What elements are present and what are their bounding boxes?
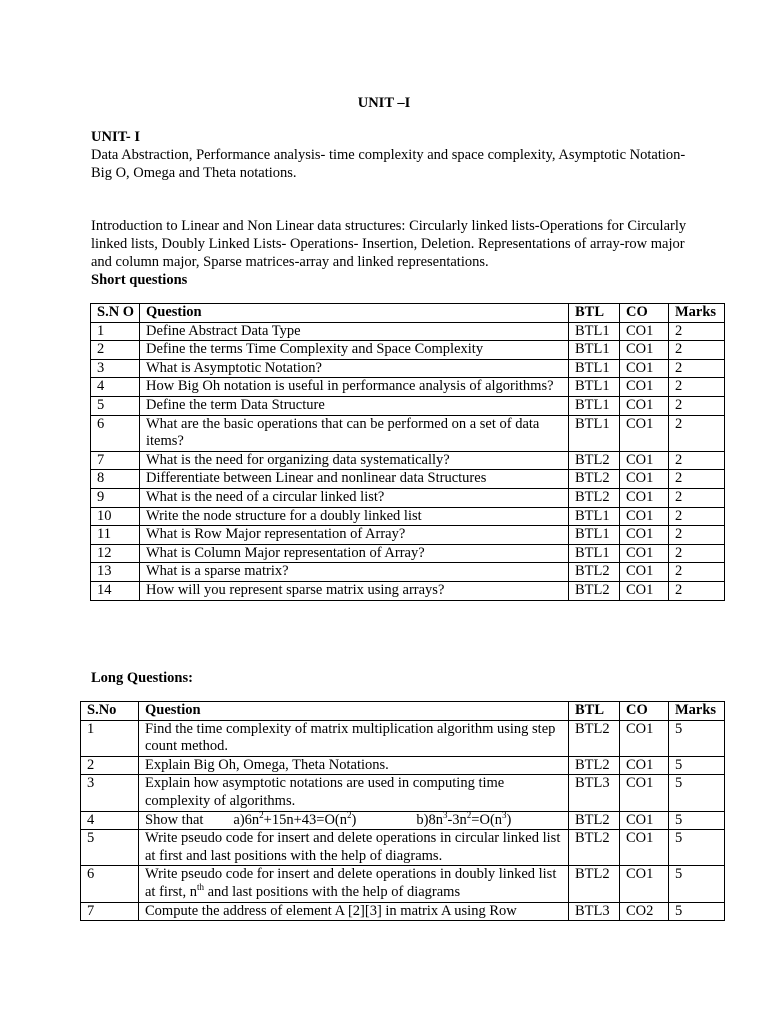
cell-marks: 2 (669, 451, 725, 470)
cell-question: What is Row Major representation of Array? (140, 526, 569, 545)
cell-sno: 1 (81, 720, 139, 756)
cell-question: What are the basic operations that can be performed on a set of data items? (140, 415, 569, 451)
cell-btl: BTL2 (569, 451, 620, 470)
cell-marks: 2 (669, 581, 725, 600)
cell-btl: BTL1 (569, 378, 620, 397)
cell-co: CO1 (620, 544, 669, 563)
cell-btl: BTL2 (569, 811, 620, 830)
part-b-text: 8n (428, 811, 443, 828)
cell-marks: 5 (669, 866, 725, 902)
cell-co: CO1 (620, 581, 669, 600)
table-header-row (81, 702, 725, 721)
part-b-label: b) (416, 811, 429, 828)
header-btl: BTL (569, 304, 620, 323)
header-btl: BTL (569, 702, 620, 721)
cell-co: CO1 (620, 507, 669, 526)
cell-co: CO1 (620, 378, 669, 397)
superscript: 2 (347, 809, 352, 820)
cell-co: CO1 (620, 526, 669, 545)
cell-btl: BTL2 (569, 830, 620, 866)
cell-marks: 5 (669, 756, 725, 775)
cell-sno: 4 (91, 378, 140, 397)
cell-sno: 5 (81, 830, 139, 866)
question-text: and last positions with the help of diagrams (203, 883, 461, 900)
cell-question (139, 866, 569, 902)
cell-co: CO2 (620, 902, 669, 921)
syllabus-paragraph-2: Introduction to Linear and Non Linear data structures: Circularly linked lists-Operations for Circularly linked lists, Doubly Linked Lists- Operations- Insertion, Deletion. Representations of array-row major and column major, Sparse matrices-array and linked representations. (91, 218, 687, 270)
cell-question: Define the term Data Structure (140, 396, 569, 415)
question-text: Write pseudo code for insert and delete operations in doubly linked list at first, n (145, 866, 557, 900)
cell-co: CO1 (620, 488, 669, 507)
table-header-row (91, 304, 725, 323)
table-row (81, 902, 725, 921)
header-marks: Marks (669, 304, 725, 323)
cell-marks: 2 (669, 341, 725, 360)
unit-heading: UNIT- I (91, 129, 141, 145)
question-prefix: Show that (145, 811, 204, 828)
cell-marks: 5 (669, 811, 725, 830)
cell-question: Write the node structure for a doubly linked list (140, 507, 569, 526)
long-questions-heading: Long Questions: (91, 670, 193, 686)
header-question: Question (140, 304, 569, 323)
cell-co: CO1 (620, 756, 669, 775)
cell-marks: 5 (669, 775, 725, 811)
superscript: 3 (442, 809, 448, 820)
cell-question: What is a sparse matrix? (140, 563, 569, 582)
cell-btl: BTL2 (569, 563, 620, 582)
cell-question: Compute the address of element A [2][3] in matrix A using Row (139, 902, 569, 921)
cell-btl: BTL2 (569, 470, 620, 489)
cell-sno: 6 (91, 415, 140, 451)
cell-btl: BTL1 (569, 359, 620, 378)
cell-co: CO1 (620, 396, 669, 415)
cell-btl: BTL2 (569, 866, 620, 902)
cell-marks: 2 (669, 563, 725, 582)
cell-marks: 5 (669, 902, 725, 921)
cell-sno: 14 (91, 581, 140, 600)
cell-marks: 5 (669, 720, 725, 756)
cell-sno: 2 (91, 341, 140, 360)
cell-marks: 2 (669, 544, 725, 563)
cell-co: CO1 (620, 415, 669, 451)
header-co: CO (620, 304, 669, 323)
cell-question: How Big Oh notation is useful in performance analysis of algorithms? (140, 378, 569, 397)
part-b-text: =O(n (471, 811, 503, 828)
table-row (91, 507, 725, 526)
superscript: th (196, 882, 204, 893)
cell-btl: BTL1 (569, 526, 620, 545)
part-a-text: 6n (244, 811, 260, 828)
part-a-label: a) (233, 811, 245, 828)
table-row (81, 866, 725, 902)
header-marks: Marks (669, 702, 725, 721)
cell-sno: 8 (91, 470, 140, 489)
part-b-text: ) (506, 811, 512, 828)
cell-question: Define the terms Time Complexity and Space Complexity (140, 341, 569, 360)
table-row (91, 488, 725, 507)
cell-co: CO1 (620, 811, 669, 830)
cell-question: What is the need of a circular linked list? (140, 488, 569, 507)
header-sno: S.No (81, 702, 139, 721)
table-row (91, 415, 725, 451)
cell-sno: 2 (81, 756, 139, 775)
part-a-text: +15n+43=O(n (263, 811, 348, 828)
cell-btl: BTL2 (569, 581, 620, 600)
table-row (91, 378, 725, 397)
cell-sno: 7 (91, 451, 140, 470)
superscript: 3 (502, 809, 507, 820)
cell-btl: BTL2 (569, 488, 620, 507)
cell-sno: 3 (81, 775, 139, 811)
table-row (91, 322, 725, 341)
cell-question: Find the time complexity of matrix multiplication algorithm using step count method. (139, 720, 569, 756)
header-question: Question (139, 702, 569, 721)
cell-sno: 9 (91, 488, 140, 507)
table-row (81, 811, 725, 830)
cell-sno: 7 (81, 902, 139, 921)
cell-question: Write pseudo code for insert and delete operations in circular linked list at first and last positions with the help of diagrams. (139, 830, 569, 866)
cell-marks: 2 (669, 322, 725, 341)
part-b-text: -3n (447, 811, 467, 828)
table-row (81, 775, 725, 811)
table-row (91, 563, 725, 582)
table-row (91, 359, 725, 378)
header-co: CO (620, 702, 669, 721)
page-title: UNIT –I (357, 95, 411, 111)
cell-co: CO1 (620, 775, 669, 811)
cell-marks: 2 (669, 396, 725, 415)
table-row (81, 720, 725, 756)
cell-co: CO1 (620, 470, 669, 489)
cell-btl: BTL2 (569, 756, 620, 775)
cell-question: Differentiate between Linear and nonlinear data Structures (140, 470, 569, 489)
cell-co: CO1 (620, 563, 669, 582)
cell-sno: 3 (91, 359, 140, 378)
cell-btl: BTL3 (569, 902, 620, 921)
cell-btl: BTL1 (569, 322, 620, 341)
table-row (81, 830, 725, 866)
table-row (91, 341, 725, 360)
cell-question: What is the need for organizing data systematically? (140, 451, 569, 470)
part-a-text: ) (351, 811, 357, 828)
cell-question: How will you represent sparse matrix using arrays? (140, 581, 569, 600)
header-sno: S.N O (91, 304, 140, 323)
superscript: 2 (466, 809, 472, 820)
short-questions-heading: Short questions (91, 272, 188, 288)
cell-co: CO1 (620, 451, 669, 470)
cell-co: CO1 (620, 830, 669, 866)
cell-question: What is Column Major representation of Array? (140, 544, 569, 563)
cell-co: CO1 (620, 341, 669, 360)
cell-sno: 4 (81, 811, 139, 830)
cell-co: CO1 (620, 322, 669, 341)
cell-marks: 2 (669, 359, 725, 378)
short-questions-table (90, 303, 725, 601)
syllabus-paragraph-1: Data Abstraction, Performance analysis- time complexity and space complexity, Asymptotic Notation-Big O, Omega and Theta notations. (91, 147, 686, 181)
table-row (91, 581, 725, 600)
cell-btl: BTL1 (569, 544, 620, 563)
cell-marks: 2 (669, 526, 725, 545)
table-row (91, 526, 725, 545)
cell-marks: 2 (669, 470, 725, 489)
cell-sno: 13 (91, 563, 140, 582)
cell-co: CO1 (620, 359, 669, 378)
cell-marks: 5 (669, 830, 725, 866)
cell-btl: BTL1 (569, 415, 620, 451)
cell-co: CO1 (620, 866, 669, 902)
cell-sno: 10 (91, 507, 140, 526)
cell-marks: 2 (669, 507, 725, 526)
cell-question (139, 811, 569, 830)
cell-sno: 1 (91, 322, 140, 341)
cell-sno: 11 (91, 526, 140, 545)
cell-question: Explain how asymptotic notations are used in computing time complexity of algorithms. (139, 775, 569, 811)
cell-marks: 2 (669, 415, 725, 451)
cell-question: Define Abstract Data Type (140, 322, 569, 341)
cell-btl: BTL1 (569, 507, 620, 526)
table-row (81, 756, 725, 775)
table-row (91, 451, 725, 470)
cell-question: Explain Big Oh, Omega, Theta Notations. (139, 756, 569, 775)
cell-btl: BTL1 (569, 341, 620, 360)
long-questions-table (80, 701, 725, 921)
cell-marks: 2 (669, 488, 725, 507)
table-row (91, 470, 725, 489)
cell-question: What is Asymptotic Notation? (140, 359, 569, 378)
cell-sno: 6 (81, 866, 139, 902)
cell-btl: BTL1 (569, 396, 620, 415)
table-row (91, 396, 725, 415)
cell-co: CO1 (620, 720, 669, 756)
cell-sno: 12 (91, 544, 140, 563)
cell-marks: 2 (669, 378, 725, 397)
cell-btl: BTL2 (569, 720, 620, 756)
table-row (91, 544, 725, 563)
cell-btl: BTL3 (569, 775, 620, 811)
superscript: 2 (259, 809, 264, 820)
cell-sno: 5 (91, 396, 140, 415)
